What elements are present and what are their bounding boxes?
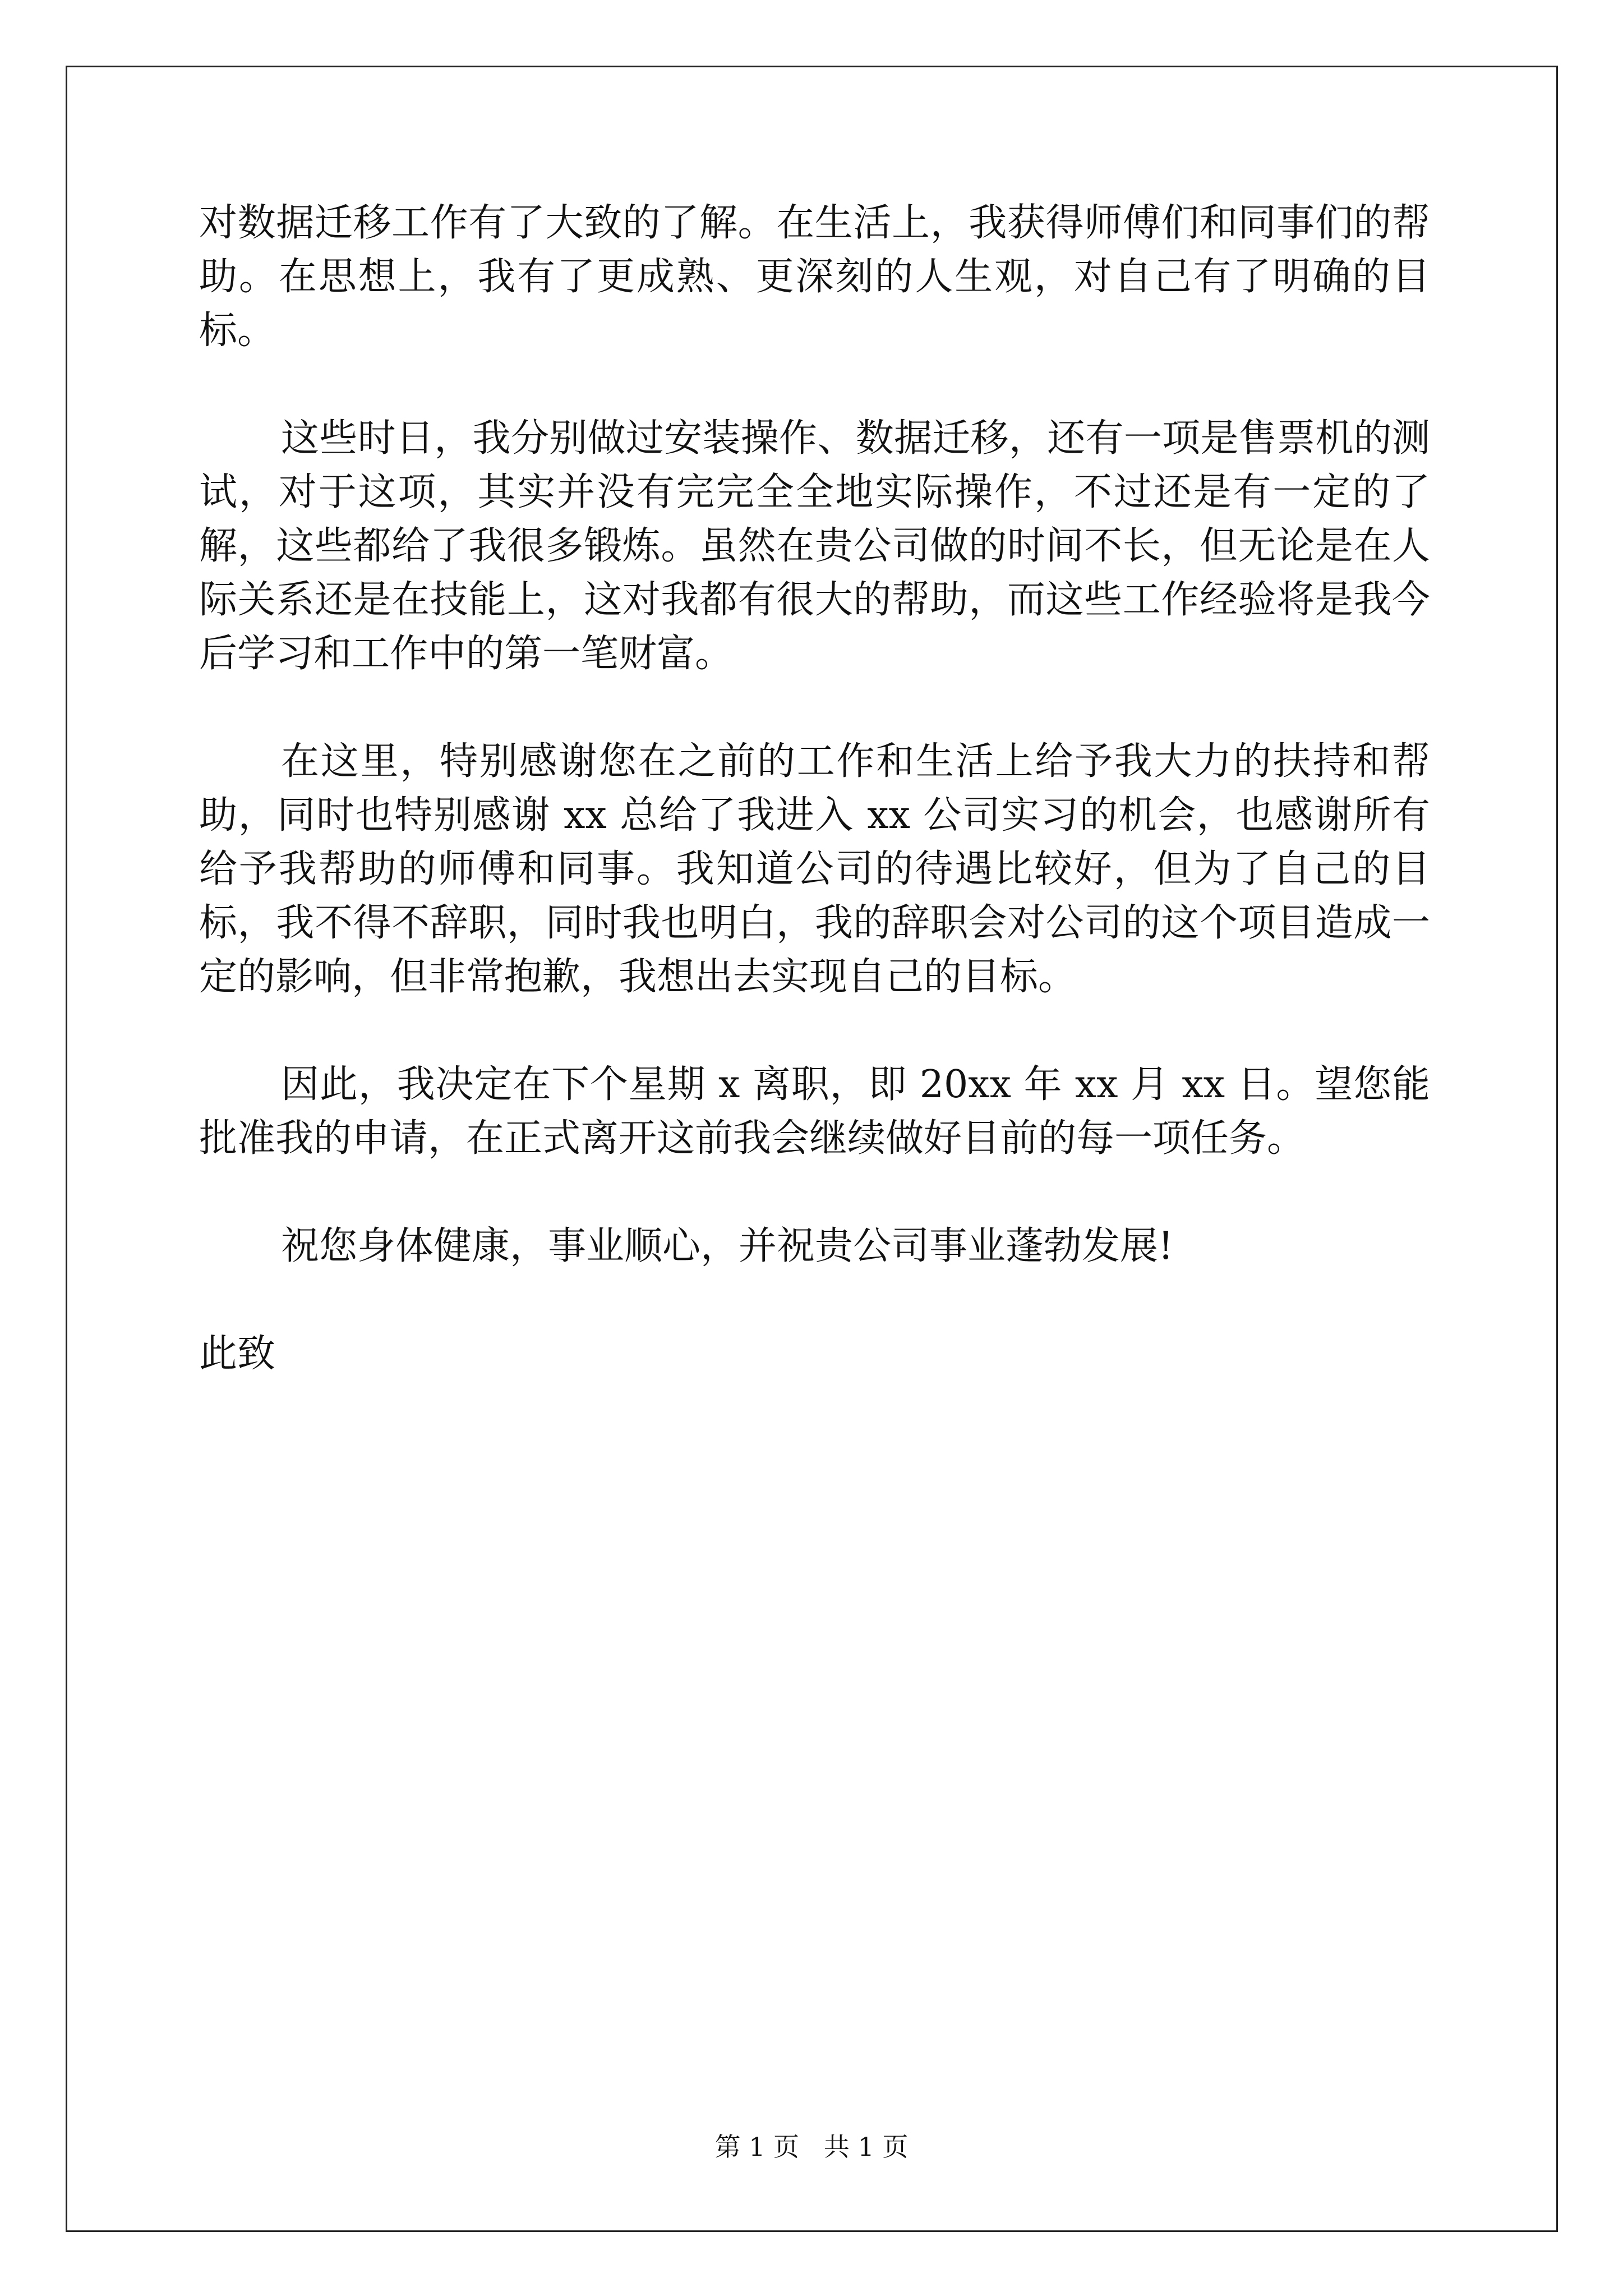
paragraph-5: 祝您身体健康，事业顺心，并祝贵公司事业蓬勃发展! bbox=[281, 1224, 1174, 1268]
letter-body bbox=[199, 196, 1430, 1381]
closing-salutation: 此致 bbox=[199, 1332, 276, 1376]
page-number-footer: 第 1 页 共 1 页 bbox=[714, 2132, 909, 2162]
paragraph-1: 对数据迁移工作有了大致的了解。在生活上，我获得师傅们和同事们的帮助。在思想上，我有了更成熟、更深刻的人生观，对自己有了明确的目标。 bbox=[199, 201, 1430, 353]
paragraph-3: 在这里，特别感谢您在之前的工作和生活上给予我大力的扶持和帮助，同时也特别感谢 xx 总给了我进入 xx 公司实习的机会，也感谢所有给予我帮助的师傅和同事。我知道公司的待遇比较好，但为了自己的目标，我不得不辞职，同时我也明白，我的辞职会对公司的这个项目造成一定的影响，但非常抱歉，我想出去实现自己的目标。 bbox=[199, 739, 1430, 999]
paragraph-2: 这些时日，我分别做过安装操作、数据迁移，还有一项是售票机的测试，对于这项，其实并没有完完全全地实际操作，不过还是有一定的了解，这些都给了我很多锻炼。虽然在贵公司做的时间不长，但无论是在人际关系还是在技能上，这对我都有很大的帮助，而这些工作经验将是我今后学习和工作中的第一笔财富。 bbox=[199, 416, 1430, 676]
paragraph-4: 因此，我决定在下个星期 x 离职，即 20xx 年 xx 月 xx 日。望您能批准我的申请，在正式离开这前我会继续做好目前的每一项任务。 bbox=[199, 1062, 1430, 1161]
